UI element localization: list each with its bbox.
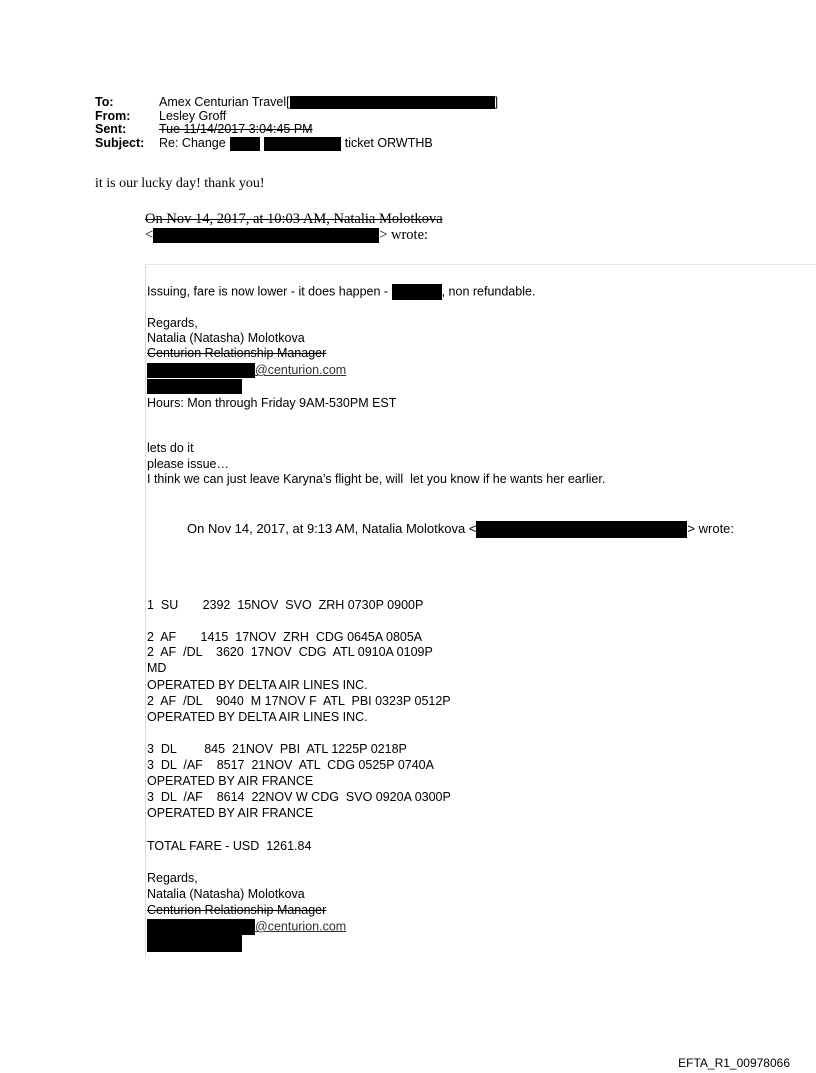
itinerary-line: 3 DL /AF 8614 22NOV W CDG SVO 0920A 0300P: [147, 790, 451, 804]
sender-name: Natalia (Natasha) Molotkova: [147, 887, 305, 901]
email-line: [147, 363, 346, 378]
wrote-text: > wrote:: [379, 227, 429, 243]
itinerary-line: 3 DL 845 21NOV PBI ATL 1225P 0218P: [147, 742, 407, 756]
itinerary-line: 2 AF 1415 17NOV ZRH CDG 0645A 0805A: [147, 630, 423, 644]
to-close: ]: [494, 95, 499, 109]
itinerary-line: 3 DL /AF 8517 21NOV ATL CDG 0525P 0740A: [147, 758, 434, 772]
redaction-box: [147, 919, 255, 935]
redaction-box: [230, 137, 260, 151]
itinerary-line: OPERATED BY AIR FRANCE: [147, 774, 314, 788]
message2-line1: lets do it: [147, 441, 194, 455]
redaction-row: [147, 935, 242, 952]
sent-row: [95, 123, 498, 137]
quote2-text-pre: On Nov 14, 2017, at 9:13 AM, Natalia Molotkova <: [187, 520, 477, 536]
redaction-box: [153, 228, 379, 243]
to-label: To:: [95, 95, 114, 109]
itinerary-line: OPERATED BY DELTA AIR LINES INC.: [147, 710, 368, 724]
quote-attribution-line1: On Nov 14, 2017, at 10:03 AM, Natalia Molotkova: [145, 211, 443, 227]
to-row: [95, 96, 498, 110]
redaction-box: [147, 379, 242, 394]
sender-title: Centurion Relationship Manager: [147, 903, 327, 917]
subject-post: ticket ORWTHB: [344, 135, 433, 150]
redaction-box: [392, 284, 442, 300]
redaction-box: [264, 137, 341, 151]
from-row: [95, 110, 498, 124]
message1-line: [147, 284, 535, 300]
itinerary-line: OPERATED BY DELTA AIR LINES INC.: [147, 678, 368, 692]
subject-label: Subject:: [95, 135, 145, 150]
from-value: Lesley Groff: [159, 108, 227, 123]
to-value: Amex Centurian Travel[: [159, 95, 290, 109]
itinerary-line: MD: [147, 661, 167, 675]
subject-pre: Re: Change: [159, 135, 226, 150]
message1-text-pre: Issuing, fare is now lower - it does happen -: [147, 284, 389, 299]
redaction-box: [476, 521, 687, 538]
sender-name: Natalia (Natasha) Molotkova: [147, 331, 305, 345]
subject-row: [95, 137, 498, 151]
sent-value: Tue 11/14/2017 3:04:45 PM: [159, 122, 313, 136]
quote2-attribution: [187, 521, 734, 538]
regards-text: Regards,: [147, 871, 198, 885]
redaction-box: [147, 935, 242, 952]
quote-attribution: [145, 211, 443, 243]
total-fare: TOTAL FARE - USD 1261.84: [147, 839, 312, 853]
quote2-text-post: > wrote:: [687, 520, 735, 536]
itinerary-line: 2 AF /DL 3620 17NOV CDG ATL 0910A 0109P: [147, 645, 433, 659]
sender-title: Centurion Relationship Manager: [147, 346, 327, 360]
quote-attribution-line2: [145, 227, 443, 243]
from-label: From:: [95, 108, 131, 123]
hours-text: Hours: Mon through Friday 9AM-530PM EST: [147, 396, 397, 410]
angle-open: <: [145, 227, 154, 243]
itinerary-line: OPERATED BY AIR FRANCE: [147, 806, 314, 820]
itinerary-line: 1 SU 2392 15NOV SVO ZRH 0730P 0900P: [147, 598, 424, 612]
message2-line2: please issue…: [147, 457, 229, 471]
message2-line3: I think we can just leave Karyna’s flight be, will let you know if he wants her earlier.: [147, 472, 606, 486]
redaction-row: [147, 378, 242, 394]
document-id: EFTA_R1_00978066: [678, 1056, 790, 1070]
redaction-box: [290, 96, 495, 109]
message1-text-post: , non refundable.: [441, 284, 536, 299]
email-link[interactable]: @centurion.com: [255, 363, 347, 377]
email-link[interactable]: @centurion.com: [255, 919, 347, 934]
reply-text: it is our lucky day! thank you!: [95, 176, 265, 191]
redaction-box: [147, 363, 255, 378]
email-header: [95, 96, 498, 151]
email-line: [147, 919, 346, 935]
regards-text: Regards,: [147, 316, 198, 330]
itinerary-line: 2 AF /DL 9040 M 17NOV F ATL PBI 0323P 0512P: [147, 694, 451, 708]
sent-label: Sent:: [95, 122, 127, 136]
